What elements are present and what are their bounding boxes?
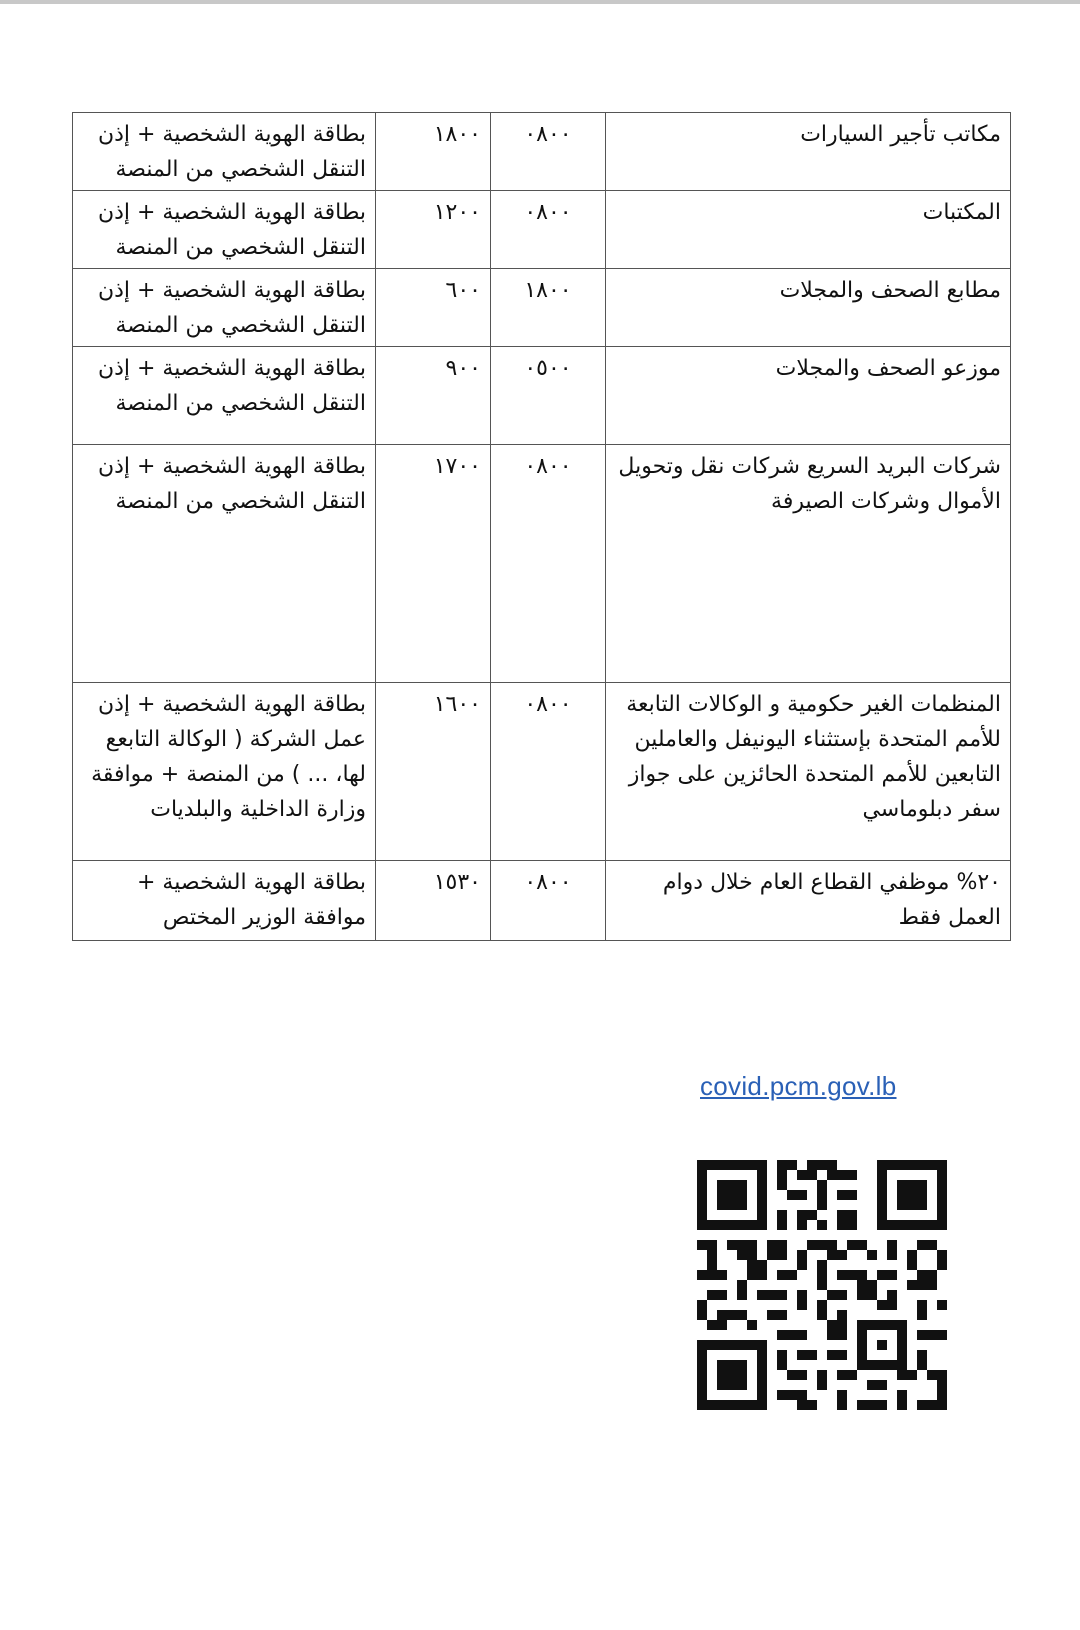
requirement-cell: بطاقة الهوية الشخصية + إذن التنقل الشخصي من المنصة	[73, 191, 376, 269]
sector-cell: مكاتب تأجير السيارات	[606, 113, 1011, 191]
closing-time-cell: ١٦٠٠	[376, 683, 491, 861]
closing-time-cell: ١٨٠٠	[376, 113, 491, 191]
website-link[interactable]: covid.pcm.gov.lb	[700, 1071, 897, 1101]
table-row	[73, 113, 1011, 191]
sector-cell: شركات البريد السريع شركات نقل وتحويل الأموال وشركات الصيرفة	[606, 445, 1011, 683]
table-row	[73, 269, 1011, 347]
sector-cell: المنظمات الغير حكومية و الوكالات التابعة للأمم المتحدة بإستثناء اليونيفل والعاملين التابعين للأمم المتحدة الحائزين على جواز سفر دبلوماسي	[606, 683, 1011, 861]
requirement-cell: بطاقة الهوية الشخصية + إذن التنقل الشخصي من المنصة	[73, 113, 376, 191]
requirement-cell: بطاقة الهوية الشخصية + إذن التنقل الشخصي من المنصة	[73, 445, 376, 683]
closing-time-cell: ١٥٣٠	[376, 861, 491, 941]
table-row	[73, 445, 1011, 683]
sector-cell: المكتبات	[606, 191, 1011, 269]
opening-time-cell: ٠٨٠٠	[491, 113, 606, 191]
opening-time-cell: ٠٨٠٠	[491, 861, 606, 941]
requirement-cell: بطاقة الهوية الشخصية + إذن التنقل الشخصي من المنصة	[73, 269, 376, 347]
table-row	[73, 347, 1011, 445]
opening-time-cell: ٠٨٠٠	[491, 191, 606, 269]
table-row	[73, 861, 1011, 941]
qr-code-icon	[697, 1160, 947, 1410]
closing-time-cell: ٦٠٠	[376, 269, 491, 347]
schedule-table	[72, 112, 1011, 941]
closing-time-cell: ١٧٠٠	[376, 445, 491, 683]
requirement-cell: بطاقة الهوية الشخصية + إذن عمل الشركة ( الوكالة التابعع لها، ... ) من المنصة + موافقة وزارة الداخلية والبلديات	[73, 683, 376, 861]
opening-time-cell: ٠٨٠٠	[491, 445, 606, 683]
requirement-cell: بطاقة الهوية الشخصية + موافقة الوزير المختص	[73, 861, 376, 941]
opening-time-cell: ٠٥٠٠	[491, 347, 606, 445]
opening-time-cell: ١٨٠٠	[491, 269, 606, 347]
closing-time-cell: ٩٠٠	[376, 347, 491, 445]
closing-time-cell: ١٢٠٠	[376, 191, 491, 269]
sector-cell: مطابع الصحف والمجلات	[606, 269, 1011, 347]
table-row	[73, 191, 1011, 269]
requirement-cell: بطاقة الهوية الشخصية + إذن التنقل الشخصي من المنصة	[73, 347, 376, 445]
top-edge	[0, 0, 1080, 4]
table-row	[73, 683, 1011, 861]
sector-cell: ٢٠% موظفي القطاع العام خلال دوام العمل فقط	[606, 861, 1011, 941]
opening-time-cell: ٠٨٠٠	[491, 683, 606, 861]
sector-cell: موزعو الصحف والمجلات	[606, 347, 1011, 445]
